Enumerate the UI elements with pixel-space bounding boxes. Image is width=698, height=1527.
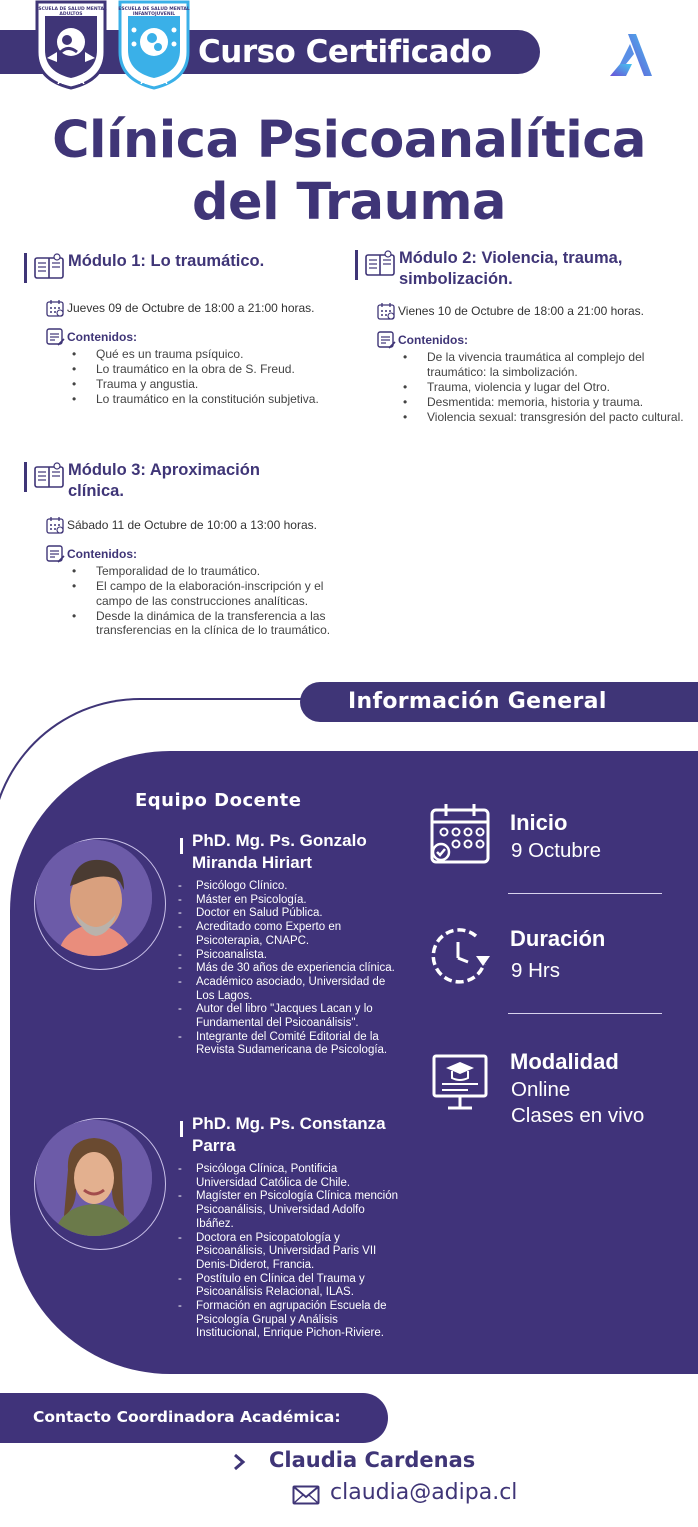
list-item: • Lo traumático en la constitución subjetiva. (72, 392, 354, 407)
course-type: Curso Certificado (198, 34, 492, 70)
start-label: Inicio (510, 810, 568, 835)
mode-value-online: Online (511, 1078, 571, 1101)
list-item: • Violencia sexual: transgresión del pacto cultural. (403, 410, 685, 425)
module-1-title: Módulo 1: Lo traumático. (68, 252, 265, 270)
contents-label: Contenidos: (67, 547, 137, 561)
contact-label: Contacto Coordinadora Académica: (33, 1408, 341, 1426)
svg-text:ESCUELA DE SALUD MENTAL: ESCUELA DE SALUD MENTAL (35, 7, 107, 12)
list-item: • Qué es un trauma psíquico. (72, 347, 354, 362)
document-icon (377, 331, 396, 349)
module-1 (24, 251, 354, 407)
chevron-right-icon (231, 1452, 247, 1472)
module-2-title: Módulo 2: Violencia, trauma, simbolización. (399, 249, 623, 288)
teacher-1-cv (176, 880, 401, 1058)
module-1-date-text: Jueves 09 de Octubre de 18:00 a 21:00 horas. (67, 301, 315, 315)
module-3-content-list (67, 564, 354, 638)
person-photo-icon (36, 840, 152, 956)
module-3-title: Módulo 3: Aproximación clínica. (68, 461, 260, 500)
child-school-seal (116, 0, 192, 90)
duration-value: 9 Hrs (511, 959, 560, 982)
contact-email-link[interactable]: claudia@adipa.cl (330, 1480, 518, 1505)
module-3-date-text: Sábado 11 de Octubre de 10:00 a 13:00 horas. (67, 518, 317, 532)
list-item: • El campo de la elaboración-inscripción y el campo de las construcciones analíticas. (72, 579, 354, 608)
adipa-logo-icon (606, 30, 654, 80)
person-photo-icon (36, 1120, 152, 1236)
module-1-header (24, 251, 354, 285)
avatar-gonzalo-miranda (36, 840, 152, 956)
team-title: Equipo Docente (135, 790, 302, 811)
list-item: - Formación en agrupación Escuela de Psicología Grupal y Análisis Institucional, Enrique Pichon-Riviere. (176, 1300, 401, 1341)
teacher-2-name: PhD. Mg. Ps. Constanza Parra (180, 1113, 390, 1157)
clock-icon (428, 924, 492, 988)
mail-icon (292, 1485, 320, 1505)
module-3-header (24, 460, 354, 502)
module-3-date (24, 516, 354, 534)
list-item: - Psicóloga Clínica, Pontificia Universidad Católica de Chile. (176, 1163, 401, 1190)
list-item: - Doctora en Psicopatología y Psicoanálisis, Universidad Paris VII Denis-Diderot, Francia. (176, 1232, 401, 1273)
module-1-content-list (67, 347, 354, 407)
list-item: • Temporalidad de lo traumático. (72, 564, 354, 579)
adults-school-seal (33, 0, 109, 90)
module-2-contents (355, 332, 685, 424)
svg-text:ADIPA: ADIPA (140, 77, 168, 86)
module-3 (24, 460, 354, 638)
list-item: - Más de 30 años de experiencia clínica. (176, 962, 401, 976)
divider (508, 1013, 662, 1014)
list-item: - Psicólogo Clínico. (176, 880, 401, 894)
svg-text:ADIPA: ADIPA (57, 77, 85, 86)
list-item: • Desde la dinámica de la transferencia a las transferencias en la clínica de lo traumático. (72, 609, 354, 638)
svg-text:ADULTOS: ADULTOS (59, 12, 83, 17)
module-2-content-list (398, 350, 685, 424)
list-item: - Acreditado como Experto en Psicoterapia, CNAPC. (176, 921, 401, 948)
list-item: • Desmentida: memoria, historia y trauma. (403, 395, 685, 410)
mode-label: Modalidad (510, 1049, 619, 1074)
module-2-date-text: Vienes 10 de Octubre de 18:00 a 21:00 horas. (398, 304, 644, 318)
mode-value-live: Clases en vivo (511, 1104, 645, 1127)
general-info-title: Información General (348, 689, 607, 714)
contents-label: Contenidos: (67, 330, 137, 344)
course-title-line2: del Trauma (192, 173, 506, 232)
course-title (0, 110, 698, 234)
calendar-icon (46, 299, 64, 317)
online-class-icon (428, 1050, 492, 1114)
teacher-2-cv (176, 1163, 401, 1341)
book-icon (365, 250, 395, 278)
contact-name: Claudia Cardenas (269, 1448, 476, 1472)
module-1-date (24, 299, 354, 317)
course-title-line1: Clínica Psicoanalítica (52, 111, 646, 170)
contents-label: Contenidos: (398, 333, 468, 347)
list-item: - Magíster en Psicología Clínica mención Psicoanálisis, Universidad Adolfo Ibáñez. (176, 1190, 401, 1231)
calendar-icon (46, 516, 64, 534)
book-icon (34, 462, 64, 490)
module-3-contents (24, 546, 354, 638)
document-icon (46, 545, 65, 563)
svg-text:INFANTOJUVENIL: INFANTOJUVENIL (132, 12, 176, 17)
list-item: - Integrante del Comité Editorial de la Revista Sudamericana de Psicología. (176, 1031, 401, 1058)
list-item: • Trauma, violencia y lugar del Otro. (403, 380, 685, 395)
calendar-icon (428, 802, 492, 866)
duration-label: Duración (510, 926, 606, 951)
list-item: • Lo traumático en la obra de S. Freud. (72, 362, 354, 377)
calendar-icon (377, 302, 395, 320)
list-item: - Académico asociado, Universidad de Los Lagos. (176, 976, 401, 1003)
avatar-constanza-parra (36, 1120, 152, 1236)
list-item: • Trauma y angustia. (72, 377, 354, 392)
list-item: - Doctor en Salud Pública. (176, 907, 401, 921)
list-item: - Postítulo en Clínica del Trauma y Psicoanálisis Relacional, ILAS. (176, 1273, 401, 1300)
document-icon (46, 328, 65, 346)
teacher-1-name: PhD. Mg. Ps. Gonzalo Miranda Hiriart (180, 830, 390, 874)
module-2-date (355, 302, 685, 320)
module-2 (355, 248, 685, 425)
list-item: - Psicoanalista. (176, 949, 401, 963)
book-icon (34, 253, 64, 281)
list-item: - Máster en Psicología. (176, 894, 401, 908)
list-item: • De la vivencia traumática al complejo del traumático: la simbolización. (403, 350, 685, 379)
divider (508, 893, 662, 894)
start-value: 9 Octubre (511, 839, 602, 862)
contact-banner (0, 1393, 388, 1443)
general-info-banner (300, 682, 698, 722)
list-item: - Autor del libro "Jacques Lacan y lo Fundamental del Psicoanálisis". (176, 1003, 401, 1030)
module-2-header (355, 248, 685, 290)
svg-text:ESCUELA DE SALUD MENTAL: ESCUELA DE SALUD MENTAL (118, 7, 190, 12)
module-1-contents (24, 329, 354, 407)
